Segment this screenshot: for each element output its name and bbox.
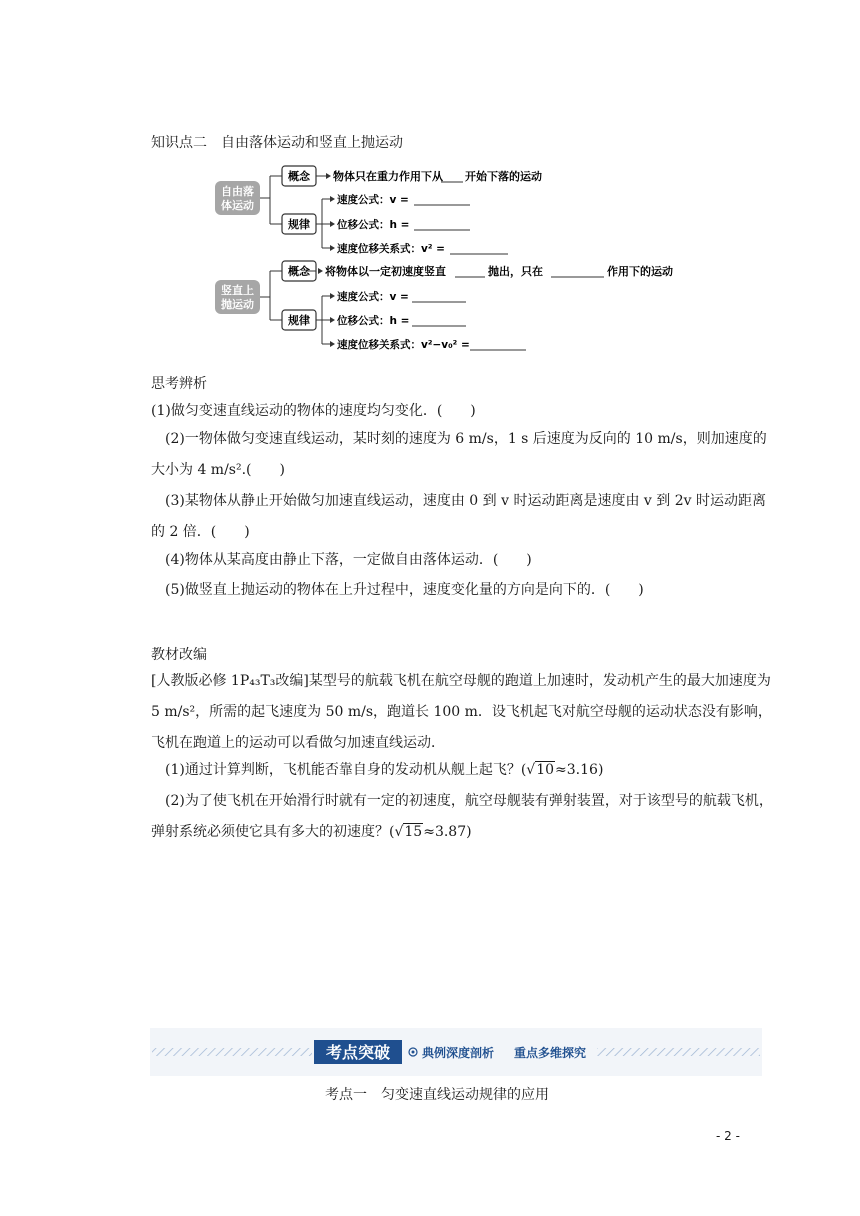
free-fall-law-2: 位移公式：h = [337, 219, 410, 231]
vertical-throw-concept-label: 概念 [288, 265, 310, 278]
thinking-item-3: (3)某物体从静止开始做匀加速直线运动，速度由 0 到 v 时运动距离是速度由 v 到 2v 时运动距离的 2 倍．( ) [151, 493, 766, 540]
vertical-throw-concept-text2: 抛出，只在 [488, 265, 543, 278]
banner-stripe-right [597, 1048, 760, 1056]
q2-tail: ≈3.87) [423, 824, 472, 840]
vertical-throw-root-line2: 抛运动 [221, 298, 254, 311]
q1-text: (1)通过计算判断，飞机能否靠自身的发动机从舰上起飞？( [165, 762, 527, 778]
banner-stripe-left [152, 1048, 312, 1056]
vertical-throw-law-3: 速度位移关系式：v²−v₀² = [337, 339, 470, 351]
section-heading: 知识点二 自由落体运动和竖直上抛运动 [151, 135, 403, 151]
free-fall-concept-text2: 开始下落的运动 [465, 170, 542, 183]
vertical-throw-concept-text3: 作用下的运动 [607, 265, 673, 278]
sqrt-10: √10 [526, 762, 555, 778]
thinking-item-2: (2)一物体做匀变速直线运动，某时刻的速度为 6 m/s，1 s 后速度为反向的 10 m/s，则加速度的大小为 4 m/s².( ) [151, 431, 767, 478]
textbook-q1 [165, 760, 603, 780]
free-fall-root-line2: 体运动 [221, 199, 254, 212]
vertical-throw-root-line1: 竖直上 [221, 284, 254, 297]
vertical-throw-law-2: 位移公式：h = [337, 315, 410, 327]
q2-text: (2)为了使飞机在开始滑行时就有一定的初速度，航空母舰装有弹射装置，对于该型号的航载飞机，弹射系统必须使它具有多大的初速度？( [151, 793, 773, 840]
banner-sub2: 重点多维探究 [514, 1046, 587, 1060]
banner-sub1: 典例深度剖析 [422, 1046, 495, 1060]
free-fall-concept-text: 物体只在重力作用下从 [333, 170, 443, 183]
page-number: - 2 - [716, 1129, 740, 1143]
thinking-item-1: (1)做匀变速直线运动的物体的速度均匀变化．( ) [151, 403, 476, 419]
free-fall-root-line1: 自由落 [221, 185, 254, 198]
thinking-title: 思考辨析 [151, 376, 207, 392]
sqrt-15: √15 [394, 824, 423, 840]
free-fall-law-1: 速度公式：v = [337, 194, 409, 206]
free-fall-law-label: 规律 [288, 218, 310, 231]
topic-1-heading: 考点一 匀变速直线运动规律的应用 [325, 1087, 549, 1103]
vertical-throw-law-label: 规律 [288, 314, 310, 327]
thinking-item-5: (5)做竖直上抛运动的物体在上升过程中，速度变化量的方向是向下的．( ) [165, 582, 644, 598]
thinking-item-4: (4)物体从某高度由静止下落，一定做自由落体运动．( ) [165, 552, 532, 568]
vertical-throw-law-1: 速度公式：v = [337, 291, 409, 303]
textbook-title: 教材改编 [151, 647, 207, 663]
textbook-intro: [人教版必修 1P₄₃T₃改编]某型号的航载飞机在航空母舰的跑道上加速时，发动机产生的最大加速度为 5 m/s²，所需的起飞速度为 50 m/s，跑道长 100 m．设飞机起飞对航空母舰的运动状态没有影响，飞机在跑道上的运动可以看做匀加速直线运动． [151, 673, 772, 751]
section-banner [150, 1028, 762, 1076]
q1-tail: ≈3.16) [555, 762, 604, 778]
textbook-q2 [151, 786, 779, 848]
vertical-throw-concept-text: 将物体以一定初速度竖直 [325, 265, 446, 278]
banner-label: 考点突破 [325, 1043, 391, 1062]
free-fall-law-3: 速度位移关系式：v² = [337, 243, 445, 255]
free-fall-concept-label: 概念 [288, 170, 310, 183]
